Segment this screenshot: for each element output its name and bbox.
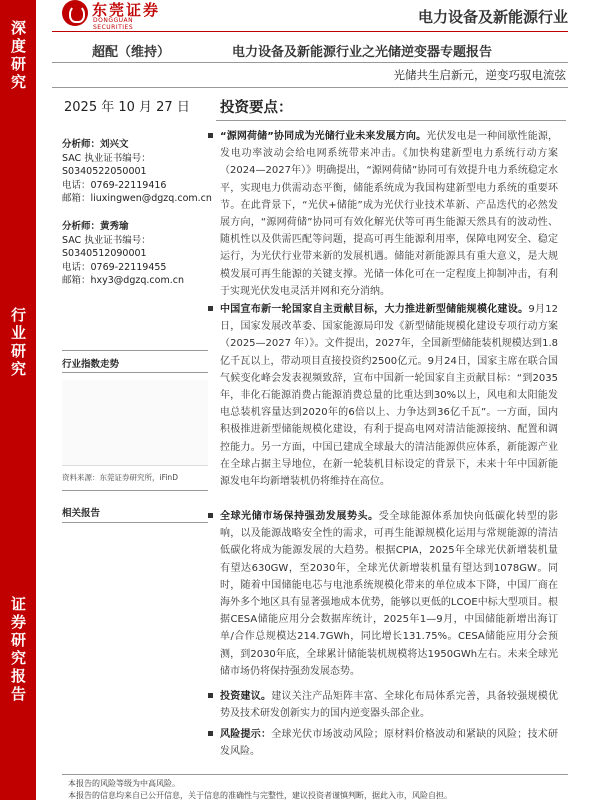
sidebar-label-depth: 深度研究	[9, 20, 27, 92]
footer-disclaimer: 本报告的信息均来自已公开信息，关于信息的准确性与完整性，建议投资者谨慎判断，据此入市，风险自担。	[68, 791, 452, 800]
point-text: 受全球能源体系加快向低碳化转型的影响，以及能源战略安全性的需求，可再生能源规模化运用与常规能源的清洁低碳化将成为能源发展的大趋势。根据CPIA，2025年全球光伏新增装机量有望达630GW，至2030年，全球光伏新增装机量有望达到1078GW。同时，随着中国储能电芯与电池系统规模化带来的单位成本下降，中国厂商在海外多个地区具有显著强地成本优势，能够以更低的LCOE中标大型项目。根据CESA储能应用分会数据库统计，2025年1—9月，中国储能新增出海订单/合作总规模达214.7GWh，同比增长131.75%。CESA储能应用分会预测，到2030年底，全球累计储能装机规模将达1950GWh左右。未来全球光储市场仍将保持强劲发展态势。	[220, 511, 559, 677]
analyst-email[interactable]: 邮箱：liuxingwen@dgzq.com.cn	[62, 193, 212, 204]
point-text: 全球光伏市场波动风险；原材料价格波动和紧缺的风险；技术研发风险。	[220, 729, 558, 758]
point-heading: 风险提示：	[220, 729, 272, 740]
analyst-name: 分析师：黄秀瑜	[62, 221, 129, 232]
bullet-icon	[208, 731, 213, 736]
sidebar	[0, 0, 36, 800]
analyst-email[interactable]: 邮箱：hxy3@dgzq.com.cn	[62, 275, 184, 286]
bullet-icon	[208, 133, 213, 138]
point-2	[220, 301, 558, 490]
logo-mark-icon	[62, 0, 88, 26]
analyst-block-2	[62, 220, 184, 288]
logo-english: DONGGUAN SECURITIES	[93, 17, 134, 31]
point-heading: 投资建议。	[220, 691, 272, 702]
point-1	[220, 128, 558, 300]
chart-bottom-rule	[62, 490, 208, 491]
related-reports-heading: 相关报告	[62, 508, 101, 519]
analyst-name: 分析师：刘兴文	[62, 139, 129, 150]
title-rule	[52, 62, 568, 63]
bullet-icon	[208, 306, 213, 311]
point-4	[220, 688, 558, 722]
index-chart-title: 行业指数走势	[62, 359, 120, 370]
bullet-icon	[208, 513, 213, 518]
analyst-phone: 电话：0769-22119455	[62, 261, 167, 273]
report-subtitle: 光储共生启新元，逆变巧驭电流弦	[393, 68, 566, 82]
point-5	[220, 726, 558, 760]
point-heading: 全球光储市场保持强劲发展势头。	[220, 511, 379, 522]
footer-rule	[62, 774, 568, 775]
rating: 超配（维持）	[92, 45, 171, 60]
chart-source: 资料来源：东莞证券研究所，iFinD	[62, 473, 178, 482]
bullet-icon	[208, 693, 213, 698]
analyst-block-1	[62, 138, 212, 206]
point-heading: 中国宣布新一轮国家自主贡献目标，大力推进新型储能规模化建设。	[220, 304, 529, 315]
report-title: 电力设备及新能源行业之光储逆变器专题报告	[232, 45, 493, 60]
analyst-cert: S0340512090001	[62, 248, 147, 259]
analyst-cert-label: SAC 执业证书编号：	[62, 152, 151, 164]
subtitle-rule	[52, 87, 568, 88]
related-rule	[62, 522, 208, 523]
analyst-cert-label: SAC 执业证书编号：	[62, 234, 151, 246]
sidebar-label-industry: 行业研究	[9, 307, 27, 379]
footer-risk: 本报告的风险等级为中高风险。	[68, 779, 180, 788]
point-text: 9月12日，国家发展改革委、国家能源局印发《新型储能规模化建设专项行动方案（2025—2027 年）》。文件提出，2027年，全国新型储能装机规模达到1.8亿千瓦以上，带动项目直接投资约2500亿元。9月24日，国家主席在联合国气候变化峰会发表视频致辞，宣布中国新一轮国家自主贡献目标：“到2035年，非化石能源消费占能源消费总量的比重达到30%以上，风电和太阳能发电总装机容量达到2020年的6倍以上、力争达到36亿千瓦”。一方面，国内积极推进新型储能规模化建设，有利于提高电网对清洁能源接纳、配置和调控能力。另一方面，中国已建成全球最大的清洁能源供应体系，新能源产业在全球占据主导地位，在新一轮装机目标设定的背景下，未来十年中国新能源发电年均新增装机仍将维持在高位。	[220, 304, 559, 488]
points-divider	[216, 120, 566, 121]
report-date: 2025 年 10 月 27 日	[64, 100, 190, 115]
analyst-cert: S0340522050001	[62, 166, 147, 177]
point-3	[220, 508, 558, 680]
point-heading: “源网荷储”协同成为光储行业未来发展方向。	[220, 131, 427, 142]
point-text: 建议关注产品矩阵丰富、全球化布局体系完善，具备较强规模优势及技术研发创新实力的国内逆变器头部企业。	[220, 691, 558, 720]
point-text: 光伏发电是一种间歇性能源，发电功率波动会给电网系统带来冲击。《加快构建新型电力系统行动方案（2024—2027年）》明确提出，“源网荷储”协同可有效提升电力系统稳定水平，实现电力供需动态平衡，储能系统成为我国构建新型电力系统的重要环节。在此背景下，“光伏+储能”成为光伏行业技术革新、产品迭代的必然发展方向，“源网荷储”协同可有效化解光伏等可再生能源天然具有的波动性、随机性以及供需匹配等问题，提高可再生能源利用率，保障电网安全、稳定运行，为光伏行业带来新的发展机遇。储能对新能源具有重大意义，是大规模发展可再生能源的关键支撑。光储一体化可在一定程度上抑制冲击，有利于实现光伏发电灵活并网和充分消纳。	[220, 131, 558, 297]
analyst-phone: 电话：0769-22119416	[62, 179, 167, 191]
chart-title-rule	[62, 372, 208, 373]
company-logo	[62, 0, 174, 30]
index-chart-area	[62, 380, 208, 466]
chart-top-rule	[62, 350, 208, 351]
logo-name: 东莞证券	[92, 1, 161, 19]
investment-points-heading: 投资要点：	[220, 100, 293, 116]
industry-heading: 电力设备及新能源行业	[417, 8, 568, 26]
sidebar-label-report: 证券研究报告	[9, 596, 27, 704]
top-rule	[52, 31, 568, 32]
